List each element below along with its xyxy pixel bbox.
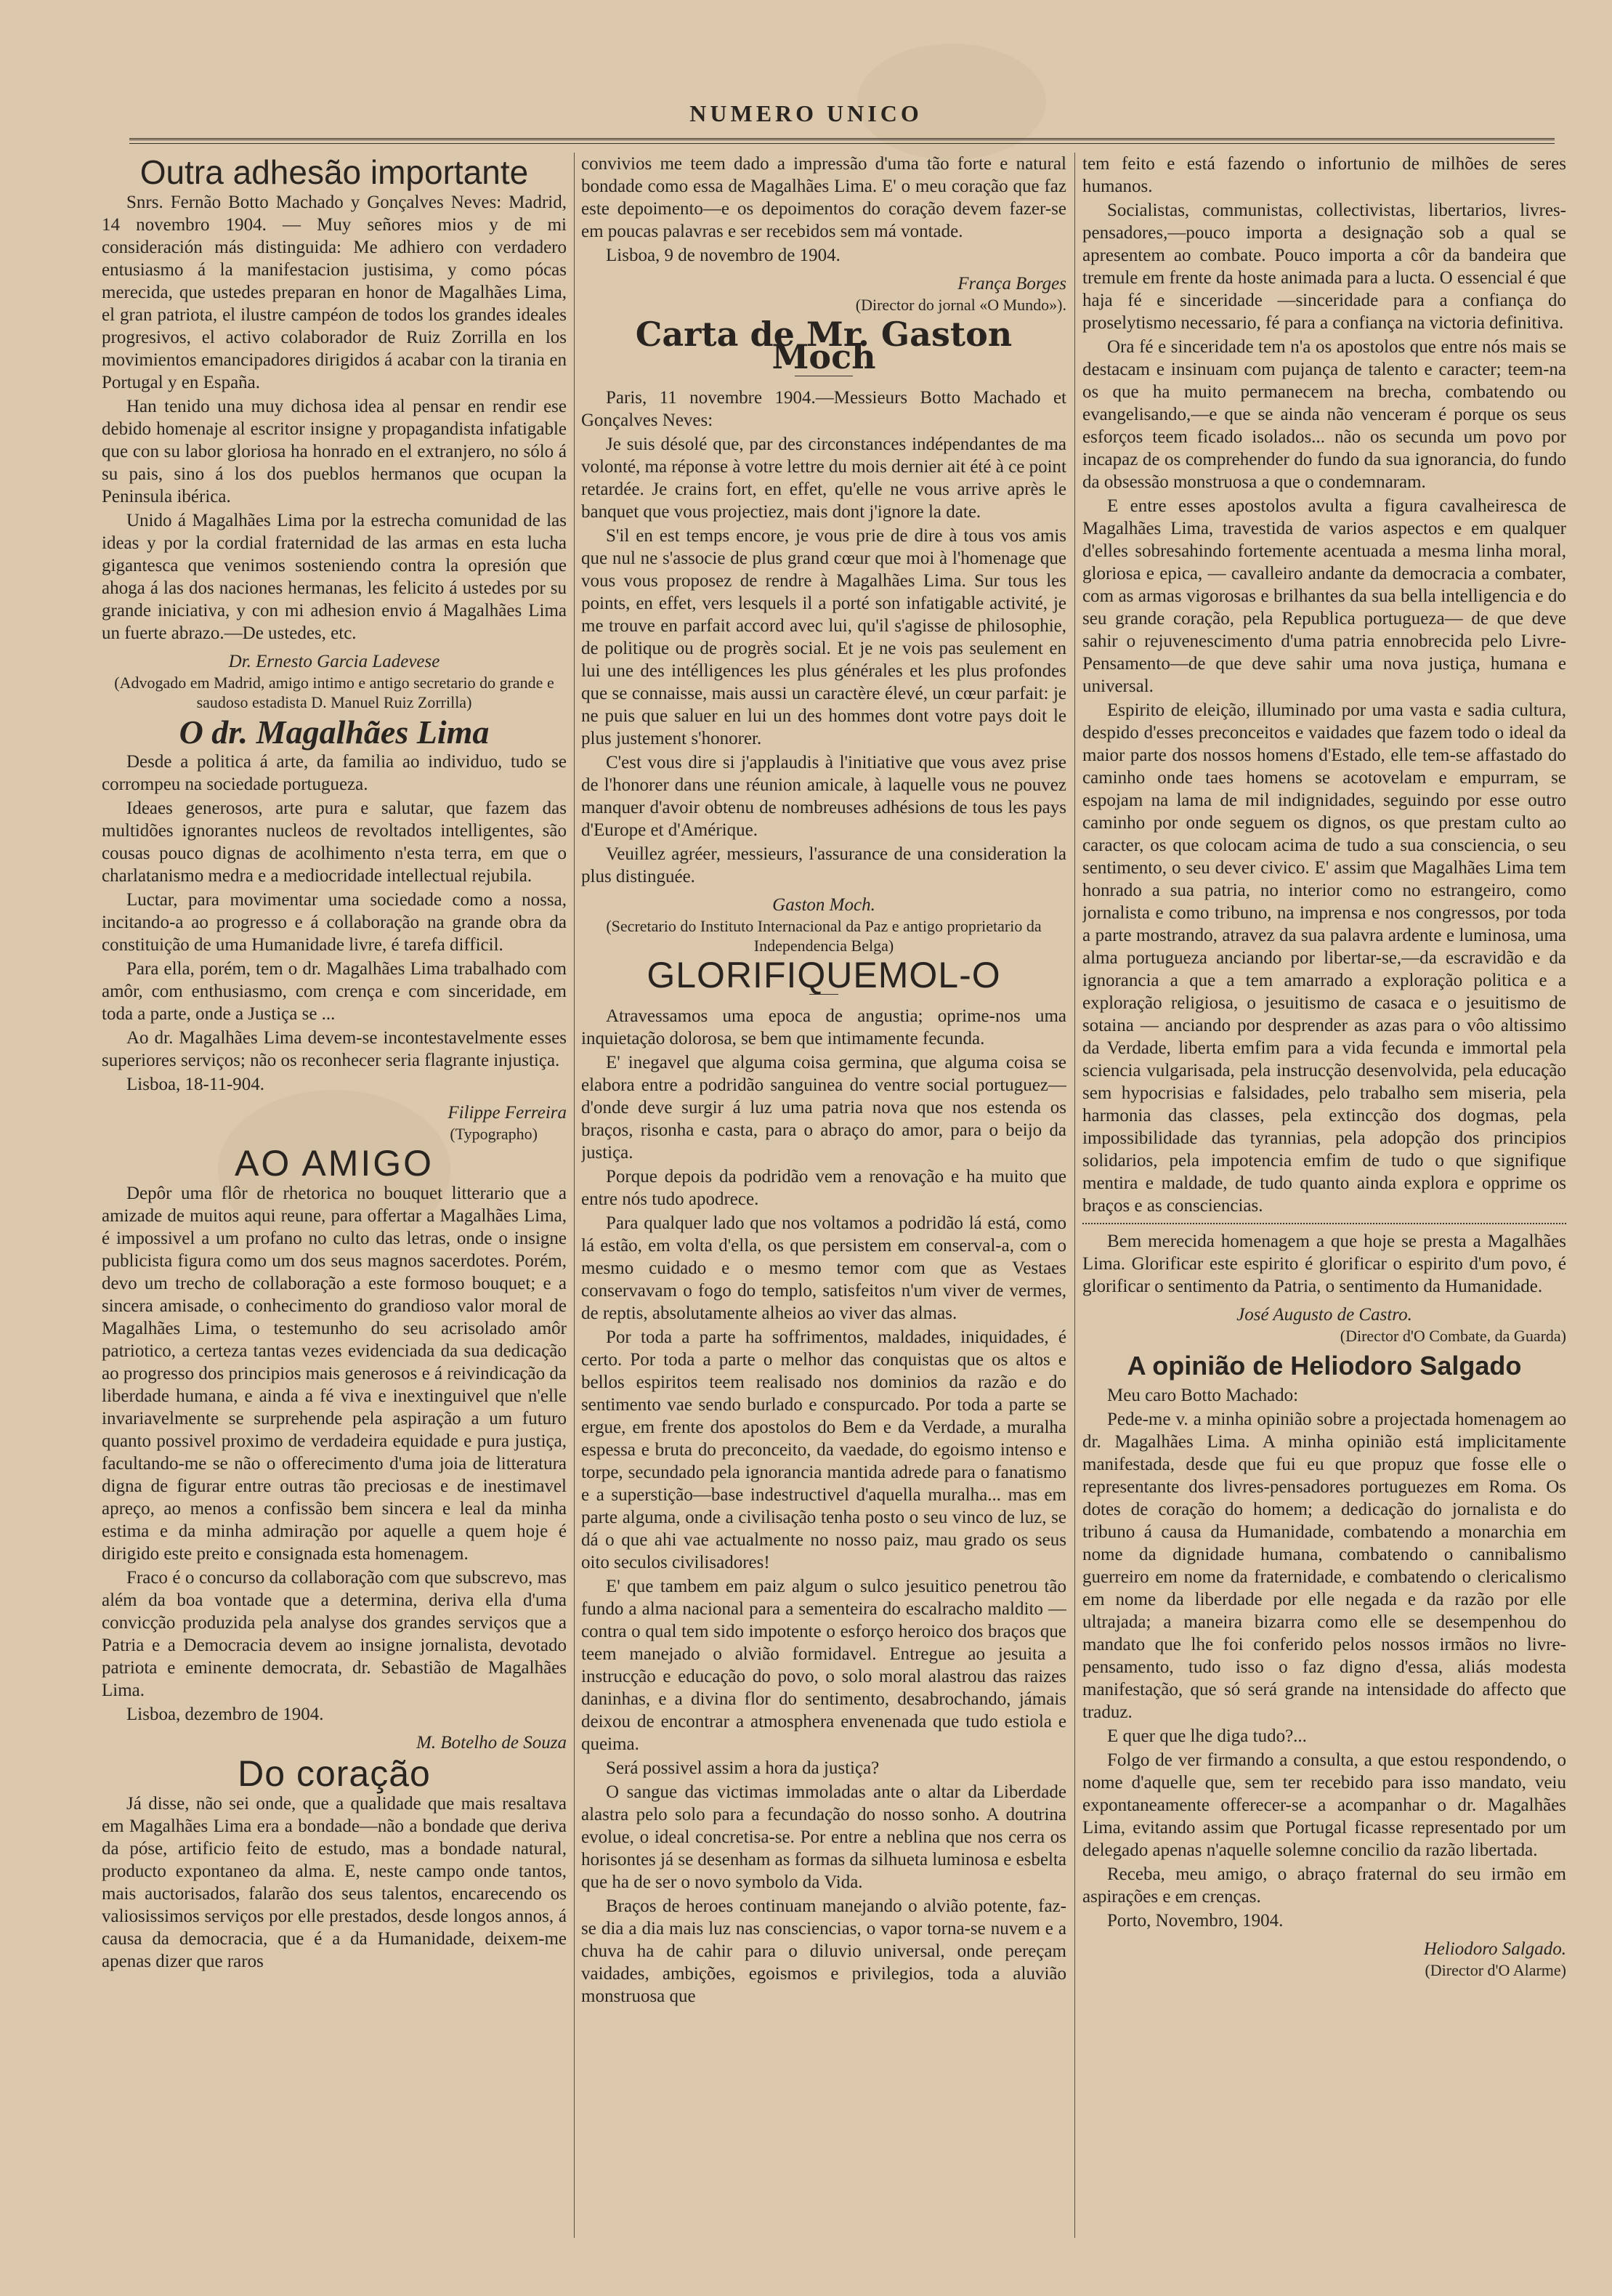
author-role: (Director d'O Combate, da Guarda): [1340, 1327, 1566, 1345]
column-rule: [1074, 153, 1075, 2238]
paragraph: Por toda a parte ha soffrimentos, maldades, iniquidades, é certo. Por toda a parte o melhor das conquistas que os altos e bellos espiritos teem realisado nos dominios da razão e do sentimento vae sendo burlado e conspurcado. Por toda a parte se ergue, em frente dos apostolos do Bem e da Verdade, a muralha espessa e bruta do preconceito, da vaedade, do egoismo intenso e torpe, secundado pela ignorancia mantida adrede para o fanatismo e a superstição—base indestructivel d'aquella muralha... mas em parte alguma, onde a civilisação tenha posto o seu vinco de luz, se dá o que ahi vae actualmente no nosso paiz, mau grado os seus oito seculos civilisadores!: [581, 1327, 1066, 1572]
paragraph: Unido á Magalhães Lima por la estrecha comunidad de las ideas y por la cordial fraternidad de las armas en esta lucha gigantesca que venimos sosteniendo contra la opresión que ahoga á las dos naciones hermanas, les felicito á ustedes por su grande iniciativa, y con mi adhesion envio á Magalhães Lima un fuerte abrazo.—De ustedes, etc.: [102, 511, 567, 643]
paragraph: Folgo de ver firmando a consulta, a que estou respondendo, o nome d'aquelle que, sem ter recebido para isso mandato, veiu expontaneamente offerecer-se a acompanhar o dr. Magalhães Lima, evitando assim que Portugal ficasse representado por um delegado apenas n'aquelle solemne concilio da razão libertada.: [1082, 1750, 1566, 1860]
paragraph: Já disse, não sei onde, que a qualidade que mais resaltava em Magalhães Lima era a bondade—não a bondade que deriva da póse, artificio feito de estudo, mas a bondade natural, producto expontaneo da alma. E, neste campo onde tantos, mais auctorisados, falarão dos seus talentos, encarecendo os valiosissimos serviços por elle prestados, desde longos annos, á causa da democracia, que é a da Humanidade, deixem-me apenas dizer que raros: [102, 1794, 567, 1971]
paragraph: Para qualquer lado que nos voltamos a podridão lá está, como lá estão, em volta d'ella, os que persistem em conserval-a, com o mesmo cuidado e o mesmo temor com que as Vestaes conservavam o fogo do templo, satisfeitos n'um viver de vermes, de reptis, absolutamente alheios ao viver das almas.: [581, 1213, 1066, 1323]
article-do-coracao-continued: [581, 153, 1066, 315]
paragraph: Porque depois da podridão vem a renovação e ha muito que entre nós tudo apodrece.: [581, 1167, 1066, 1209]
paragraph: Ao dr. Magalhães Lima devem-se incontestavelmente esses superiores serviços; não os reconhecer seria flagrante injustiça.: [102, 1028, 567, 1070]
dateline: Lisboa, dezembro de 1904.: [126, 1705, 324, 1724]
dateline: Lisboa, 18-11-904.: [126, 1075, 265, 1094]
author-role: (Secretario do Instituto Internacional da Paz e antigo proprietario da Independencia Belga): [606, 917, 1042, 955]
dateline: Porto, Novembro, 1904.: [1107, 1911, 1284, 1931]
paragraph: Je suis désolé que, par des circonstances indépendantes de ma volonté, ma réponse à votre lettre du mois dernier ait été à ce point retardée. Je crains fort, en effet, qu'elle ne vous arrive après le banquet que vous projectiez, mais dont j'ignore la date.: [581, 434, 1066, 522]
article-outra-adhesao: [102, 153, 567, 712]
paragraph: Braços de heroes continuam manejando o alvião potente, faz-se dia a dia mais luz nas consciencias, o vapor torna-se nuvem e a chuva ha de cahir para o diluvio universal, onde pereçam vaidades, ambições, egoismos e privilegios, toda a aluvião monstruosa que: [581, 1896, 1066, 2006]
article-dr-magalhaes-lima: [102, 714, 567, 1144]
article-title: O dr. Magalhães Lima: [179, 714, 490, 751]
paragraph: Desde a politica á arte, da familia ao individuo, tudo se corrompeu na sociedade portugueza.: [102, 752, 567, 794]
paragraph: C'est vous dire si j'applaudis à l'initiative que vous avez prise de l'honorer dans une réunion amicale, à laquelle vous ne pouvez manquer d'avoir obtenu de nombreuses adhésions de tous les pays d'Europe et d'Amérique.: [581, 753, 1066, 840]
paragraph: E entre esses apostolos avulta a figura cavalheiresca de Magalhães Lima, travestida de varios aspectos e em qualquer d'elles sobresahindo fortemente acentuada a mesma linha moral, gloriosa e epica, — cavalleiro andante da democracia a combater, com as armas vigorosas e brilhantes da sua bella intelligencia e do seu grande coração, pela Republica portugueza— de que deve sahir o rejuvenescimento d'uma patria ennobrecida pelo Livre-Pensamento—de que deve sahir uma nova justiça, humana e universal.: [1082, 496, 1566, 696]
paragraph: Pede-me v. a minha opinião sobre a projectada homenagem ao dr. Magalhães Lima. A minha opinião está implicitamente manifestada, desde que fui eu que propuz que fosse elle o representante dos livres-pensadores portuguezes em Roma. Os dotes de coração do homem; a dedicação do jornalista e do tribuno á causa da Humanidade, combatendo a monarchia em nome da dignidade humana, combatendo o cannibalismo guerreiro em nome da fraternidade, e combatendo o clericalismo em nome da liberdade por elle negada e da razão por elle ultrajada; a maneira bizarra como elle se desempenhou do mandato que lhe foi conferido pelos nossos irmãos no livre-pensamento, tudo isso o faz digno d'essa, aliás modesta manifestação, que só será grande na intensidade do affecto que traduz.: [1082, 1410, 1566, 1722]
author-role: (Typographo): [450, 1125, 538, 1143]
article-do-coracao: [102, 1753, 567, 1973]
column-3: [1082, 153, 1566, 2245]
paragraph: Será possivel assim a hora da justiça?: [606, 1758, 880, 1778]
article-title: Do coração: [238, 1753, 431, 1794]
paragraph: O sangue das victimas immoladas ante o altar da Liberdade alastra pelo solo para a fecundação do nosso sonho. A doutrina evolue, o ideal concretisa-se. Por entre a neblina que nos cerra os horisontes já se desenham as formas da silhueta luminosa e esbelta que ha de ser o novo symbolo da Vida.: [581, 1782, 1066, 1892]
signature: Gaston Moch.: [772, 895, 875, 915]
dateline: Lisboa, 9 de novembro de 1904.: [606, 246, 841, 265]
article-glorifiquemol-o-continued: [1082, 153, 1566, 1346]
paragraph: Para ella, porém, tem o dr. Magalhães Lima trabalhado com amôr, com enthusiasmo, com crença e com sinceridade, em toda a parte, onde a Justiça se ...: [102, 959, 567, 1024]
article-title: A opinião de Heliodoro Salgado: [1127, 1351, 1522, 1381]
signature: Filippe Ferreira: [447, 1103, 567, 1123]
author-role: (Director do jornal «O Mundo»).: [855, 296, 1066, 314]
paragraph: Meu caro Botto Machado:: [1107, 1386, 1299, 1405]
paragraph: Socialistas, communistas, collectivistas, libertarios, livres-pensadores,—pouco importa a designação sob a qual se apresentem ao combate. Pouco importa a côr da bandeira que tremule em frente da hoste animada para a lucta. O essencial é que haja fé e sinceridade —sinceridade para a confiança do proselytismo necessario, fé para a confiança na victoria definitiva.: [1082, 201, 1566, 333]
paragraph: Bem merecida homenagem a que hoje se presta a Magalhães Lima. Glorificar este espirito é glorificar o espirito d'um povo, é glorificar o sentimento da Patria, o sentimento da Humanidade.: [1082, 1232, 1566, 1296]
signature: José Augusto de Castro.: [1236, 1305, 1412, 1325]
paragraph: Veuillez agréer, messieurs, l'assurance de una consideration la plus distinguée.: [581, 844, 1066, 886]
paragraph: tem feito e está fazendo o infortunio de milhões de seres humanos.: [1082, 154, 1566, 196]
paragraph: E' inegavel que alguma coisa germina, que alguma coisa se elabora entre a podridão sanguinea do ventre social portuguez—d'onde deve surgir á luz uma patria nova que nos estenda os braços, risonha e casta, para o abraço do amor, para o beijo da justiça.: [581, 1053, 1066, 1163]
paragraph: Ideaes generosos, arte pura e salutar, que fazem das multidões ignorantes nucleos de revoltados intelligentes, são cousas pouco dignas de acolhimento n'esta terra, em que o charlatanismo medra e a mediocridade intellectual rejubila.: [102, 799, 567, 886]
header-rule: [129, 138, 1555, 144]
paragraph: Atravessamos uma epoca de angustia; oprime-nos uma inquietação dolorosa, se bem que intimamente fecunda.: [581, 1006, 1066, 1048]
running-title: NUMERO UNICO: [689, 100, 923, 126]
column-rule: [574, 153, 575, 2238]
paragraph: Receba, meu amigo, o abraço fraternal do seu irmão em aspirações e em crenças.: [1082, 1864, 1566, 1907]
paragraph: convivios me teem dado a impressão d'uma tão forte e natural bondade como essa de Magalhães Lima. E' o meu coração que faz este depoimento—e os depoimentos do coração devem fazer-se em poucas palavras e ser recebidos sem má vontade.: [581, 154, 1066, 241]
paragraph: Espirito de eleição, illuminado por uma vasta e sadia cultura, despido d'esses preconceitos e vaidades que fazem todo o ideal da maior parte dos nossos homens d'Estado, elle tem-se affastado do caminho onde taes homens se acotovelam e empurram, se espojam na lama de mil indignidades, seguindo por esse outro caminho por onde seguem os dignos, os que prestam culto ao caracter, os que colocam acima de tudo a sua consciencia, o seu sentimento, o seu dever civico. E' assim que Magalhães Lima tem honrado a sua patria, no interior como no estrangeiro, como jornalista e como tribuno, na imprensa e nos congressos, por toda a parte mostrando, atravez da sua palavra ardente e luminosa, uma alma portugueza anciando por libertar-se,—da escravidão e da ignorancia a que a tem amarrado a exploração politica e a exploração religiosa, o jesuitismo de casaca e o jesuitismo de sotaina — anciando por desprender as azas para o vôo altissimo da Verdade, liberta emfim para a vida fecunda e immortal pela sciencia vulgarisada, pela instrucção desenvolvida, pela educação sem hypocrisias e falsidades, pelo trabalho sem miseria, pela harmonia das classes, pela extincção dos dogmas, pela impossibilidade das tyrannias, pela adopção dos principios solidarios, pela impotencia emfim de tudo o que signifique mentira e maldade, de tudo quanto ainda explora e opprime os braços e as consciencias.: [1082, 700, 1566, 1216]
paragraph: Depôr uma flôr de rhetorica no bouquet litterario que a amizade de muitos aqui reune, para offertar a Magalhães Lima, é impossivel a um profano no culto das letras, onde o insigne publicista figura como um dos seus magnos sacerdotes. Porém, devo um trecho de collaboração a este formoso bouquet; e a sincera amisade, o conhecimento do grandioso valor moral de Magalhães Lima, o testemunho do seu acrisolado amôr patriotico, a certeza tantas vezes evidenciada da sua dedicação ao progresso dos principios mais generosos e á reivindicação da liberdade humana, e ainda a fé viva e inextinguivel que n'elle invariavelmente se surprehende pela aspiração a um futuro quanto possivel proximo de verdadeira equidade e pura justiça, facultando-me se não o offerecimento d'uma joia de litteratura digna de figurar entre outras tão preciosas e de inestimavel apreço, ao menos a confissão bem sincera e leal da minha estima e da minha admiração por aquelle a quem hoje é dirigido este preito e consignada esta homenagem.: [102, 1184, 567, 1564]
article-title: GLORIFIQUEMOL-O: [647, 955, 1001, 995]
paragraph: S'il en est temps encore, je vous prie de dire à tous vos amis que nul ne s'associe de plus grand cœur que moi à l'homenage que vous vous proposez de rendre à Magalhães Lima. Sur tous les points, en effet, vers lesquels il a porté son infatigable activité, je me trouve en parfait accord avec lui, qu'il s'agisse de philosophie, de politique ou de progrès social. Et je ne vois pas seulement en lui une des intélligences les plus générales et les plus profondes que se connaisse, mais aussi un caractère élevé, un cœur parfait: je ne puis que saluer en lui un des hommes dont votre pays doit le plus justement s'honorer.: [581, 526, 1066, 748]
dotted-separator: [1082, 1223, 1566, 1224]
author-role: (Director d'O Alarme): [1425, 1961, 1566, 1979]
article-title: Outra adhesão importante: [139, 153, 529, 191]
article-ao-amigo: [102, 1143, 567, 1754]
signature: M. Botelho de Souza: [416, 1733, 567, 1753]
paragraph: Paris, 11 novembre 1904.—Messieurs Botto Machado et Gonçalves Neves:: [581, 388, 1066, 430]
paragraph: Han tenido una muy dichosa idea al pensar en rendir ese debido homenaje al escritor insigne y propagandista infatigable que con su labor gloriosa ha honrado en el extranjero, no sólo á su pais, sino á los dos pueblos hermanos que ocupan la Peninsula ibérica.: [102, 397, 567, 506]
signature: França Borges: [957, 274, 1066, 294]
article-title: AO AMIGO: [234, 1143, 434, 1184]
article-opiniao-heliodoro-salgado: [1082, 1351, 1566, 1980]
article-title: Carta de Mr. Gaston Moch: [635, 315, 1013, 376]
paragraph: Snrs. Fernão Botto Machado y Gonçalves Neves: Madrid, 14 novembro 1904. — Muy señores mios y de mi consideración más distinguida: Me adhiero con verdadero entusiasmo á la manifestacion justisima, y como pócas merecida, que ustedes preparan en honor de Magalhães Lima, el gran patriota, el ilustre campéon de todos los grandes ideales progresivos, el activo colaborador de Ruiz Zorrilla en los movimientos emancipadores dirigidos á acabar con la tirania en Portugal y en España.: [102, 193, 567, 392]
signature: Dr. Ernesto Garcia Ladevese: [228, 652, 440, 671]
paragraph: E' que tambem em paiz algum o sulco jesuitico penetrou tão fundo a alma nacional para a sementeira do escalracho maldito — contra o qual tem sido impotente o esforço heroico dos braços que teem manejado o alvião formidavel. Entregue ao jesuita a instrucção e educação do povo, o solo moral alastrou das raizes daninhas, e a divina flor do sentimento, desabrochando, jámais deixou de encontrar a atmosphera envenenada que tudo estiola e queima.: [581, 1577, 1066, 1754]
signature: Heliodoro Salgado.: [1423, 1939, 1566, 1959]
paragraph: E quer que lhe diga tudo?...: [1107, 1726, 1307, 1746]
author-role: (Advogado em Madrid, amigo intimo e antigo secretario do grande e saudoso estadista D. Manuel Ruiz Zorrilla): [114, 674, 554, 711]
paragraph: Luctar, para movimentar uma sociedade como a nossa, incitando-a ao progresso e á collaboração na grande obra da constituição de uma Humanidade livre, é tarefa difficil.: [102, 890, 567, 955]
article-glorifiquemol-o: [581, 955, 1066, 2008]
paragraph: Ora fé e sinceridade tem n'a os apostolos que entre nós mais se destacam e insinuam com pujança de talento e caracter; teem-na os que ha muito permanecem na brecha, combatendo ou evangelisando,—e que se ainda não venceram é porque os seus esforços teem ficado isolados... não os secunda um povo por incapaz de os comprehender do fundo da sua ignorancia, do fundo da obsessão monstruosa a que o condemnaram.: [1082, 337, 1566, 492]
paragraph: Fraco é o concurso da collaboração com que subscrevo, mas além da boa vontade que a determina, deriva ella d'uma convicção produzida pela analyse dos grandes serviços que a Patria e a Democracia devem ao insigne jornalista, devotado patriota e eminente democrata, dr. Sebastião de Magalhães Lima.: [102, 1568, 567, 1700]
column-2: [581, 153, 1066, 2245]
column-1: [102, 153, 567, 2245]
article-carta-gaston-moch: [581, 315, 1066, 955]
